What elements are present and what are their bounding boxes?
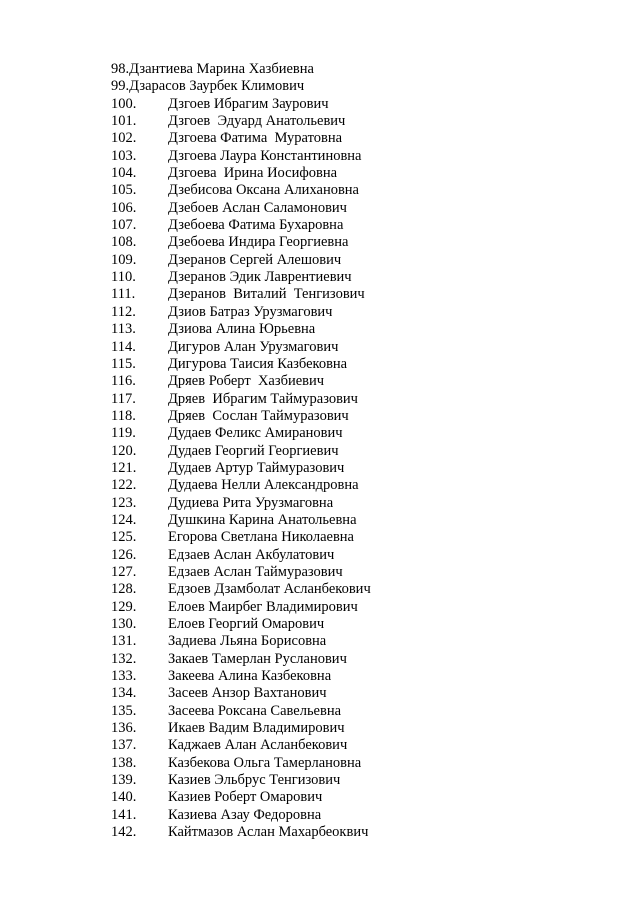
person-name: Дудаев Георгий Георгиевич <box>168 442 339 459</box>
person-name: Дудиева Рита Урузмаговна <box>168 494 334 511</box>
list-item <box>111 78 371 95</box>
item-number: 99. <box>111 78 130 95</box>
person-name: Казбекова Ольга Тамерлановна <box>168 754 362 771</box>
person-name: Дзебоев Аслан Саламонович <box>168 199 347 216</box>
person-name: Дигурова Таисия Казбековна <box>168 355 348 372</box>
person-name: Елоев Георгий Омарович <box>168 616 325 632</box>
person-name: Дзебисова Оксана Алихановна <box>168 182 359 199</box>
list-item <box>111 512 371 529</box>
list-item <box>111 148 371 165</box>
person-name: Дигуров Алан Урузмагович <box>168 338 339 355</box>
person-name: Дудаев Артур Таймуразович <box>168 459 345 476</box>
item-number: 125. <box>111 529 137 546</box>
list-item <box>111 703 371 720</box>
list-item <box>111 304 371 321</box>
item-number: 121. <box>111 459 137 476</box>
item-number: 128. <box>111 581 137 598</box>
person-name: Икаев Вадим Владимирович <box>168 720 345 737</box>
item-number: 104. <box>111 165 137 182</box>
person-name: Дзгоева Фатима Муратовна <box>168 130 343 147</box>
list-item <box>111 96 371 113</box>
person-name: Дзиов Батраз Урузмагович <box>168 303 333 320</box>
list-item <box>111 61 371 78</box>
person-name: Дзгоева Лаура Константиновна <box>168 147 362 164</box>
list-item <box>111 668 371 685</box>
item-number: 119. <box>111 425 136 442</box>
list-item <box>111 217 371 234</box>
person-name: Дзеранов Эдик Лаврентиевич <box>168 269 352 286</box>
person-name: Казиева Азау Федоровна <box>168 806 322 823</box>
item-number: 122. <box>111 477 137 494</box>
person-name: Каджаев Алан Асланбекович <box>168 737 348 754</box>
list-item <box>111 755 371 772</box>
list-item <box>111 564 371 581</box>
list-item <box>111 477 371 494</box>
item-number: 133. <box>111 668 137 685</box>
list-item <box>111 599 371 616</box>
item-number: 110. <box>111 269 136 286</box>
person-name: Задиева Льяна Борисовна <box>168 633 327 650</box>
list-item <box>111 234 371 251</box>
item-number: 101. <box>111 113 137 130</box>
item-number: 115. <box>111 355 136 372</box>
person-name: Едзаев Аслан Акбулатович <box>168 546 335 563</box>
list-item <box>111 130 371 147</box>
person-name: Дзгоева Ирина Иосифовна <box>168 165 338 182</box>
item-number: 113. <box>111 321 136 338</box>
person-name: Елоев Маирбег Владимирович <box>168 598 358 615</box>
person-name: Егорова Светлана Николаевна <box>168 529 354 546</box>
list-item <box>111 772 371 789</box>
item-number: 117. <box>111 390 136 407</box>
item-number: 123. <box>111 494 137 511</box>
item-number: 102. <box>111 130 137 147</box>
list-item <box>111 495 371 512</box>
list-item <box>111 373 371 390</box>
list-item <box>111 633 371 650</box>
person-name: Дзантиева Марина Хазбиевна <box>129 61 314 77</box>
list-item <box>111 252 371 269</box>
item-number: 136. <box>111 720 137 737</box>
item-number: 134. <box>111 685 137 702</box>
person-name: Душкина Карина Анатольевна <box>168 511 357 528</box>
list-item <box>111 113 371 130</box>
person-name: Дзгоев Ибрагим Заурович <box>168 95 329 112</box>
item-number: 126. <box>111 546 137 563</box>
person-name: Дзебоева Индира Георгиевна <box>168 234 349 251</box>
person-name: Дзебоева Фатима Бухаровна <box>168 217 344 234</box>
list-item <box>111 356 371 373</box>
item-number: 103. <box>111 147 137 164</box>
person-name: Дряев Ибрагим Таймуразович <box>168 390 358 407</box>
list-item <box>111 720 371 737</box>
list-item <box>111 737 371 754</box>
list-item <box>111 616 371 633</box>
person-name: Дряев Роберт Хазбиевич <box>168 373 325 390</box>
item-number: 116. <box>111 373 136 390</box>
item-number: 120. <box>111 442 137 459</box>
item-number: 114. <box>111 338 136 355</box>
list-item <box>111 807 371 824</box>
person-name: Дзарасов Заурбек Климович <box>129 78 305 95</box>
list-item <box>111 789 371 806</box>
item-number: 100. <box>111 95 137 112</box>
item-number: 131. <box>111 633 137 650</box>
list-item <box>111 685 371 702</box>
list-item <box>111 824 371 841</box>
list-item <box>111 529 371 546</box>
list-item <box>111 339 371 356</box>
item-number: 109. <box>111 251 137 268</box>
person-name: Дряев Сослан Таймуразович <box>168 407 349 424</box>
person-name: Едзаев Аслан Таймуразович <box>168 563 343 580</box>
item-number: 105. <box>111 182 137 199</box>
list-item <box>111 286 371 303</box>
list-item <box>111 581 371 598</box>
person-name: Казиев Эльбрус Тенгизович <box>168 772 341 789</box>
item-number: 112. <box>111 303 136 320</box>
item-number: 139. <box>111 772 137 789</box>
person-name: Засеев Анзор Вахтанович <box>168 685 327 702</box>
item-number: 140. <box>111 789 137 806</box>
item-number: 129. <box>111 598 137 615</box>
person-name: Дзеранов Сергей Алешович <box>168 251 342 268</box>
item-number: 141. <box>111 806 137 823</box>
list-item <box>111 651 371 668</box>
list-item <box>111 200 371 217</box>
list-item <box>111 182 371 199</box>
item-number: 118. <box>111 407 136 424</box>
list-item <box>111 165 371 182</box>
person-name: Дзеранов Виталий Тенгизович <box>168 286 365 303</box>
list-item <box>111 425 371 442</box>
list-item <box>111 321 371 338</box>
list-item <box>111 547 371 564</box>
list-item <box>111 269 371 286</box>
name-list <box>111 61 371 841</box>
person-name: Дудаев Феликс Амиранович <box>168 425 343 442</box>
person-name: Дзиова Алина Юрьевна <box>168 321 316 338</box>
person-name: Засеева Роксана Савельевна <box>168 702 342 719</box>
person-name: Закеева Алина Казбековна <box>168 668 332 685</box>
item-number: 98. <box>111 61 130 77</box>
item-number: 111. <box>111 286 136 303</box>
person-name: Едзоев Дзамболат Асланбекович <box>168 581 371 598</box>
item-number: 130. <box>111 616 137 632</box>
item-number: 142. <box>111 824 137 841</box>
person-name: Дудаева Нелли Александровна <box>168 477 359 494</box>
item-number: 108. <box>111 234 137 251</box>
list-item <box>111 460 371 477</box>
item-number: 127. <box>111 563 137 580</box>
person-name: Казиев Роберт Омарович <box>168 789 323 806</box>
item-number: 107. <box>111 217 137 234</box>
list-item <box>111 408 371 425</box>
item-number: 138. <box>111 754 137 771</box>
item-number: 124. <box>111 511 137 528</box>
item-number: 106. <box>111 199 137 216</box>
item-number: 132. <box>111 650 137 667</box>
person-name: Кайтмазов Аслан Махарбеоквич <box>168 824 369 841</box>
item-number: 135. <box>111 702 137 719</box>
list-item <box>111 391 371 408</box>
list-item <box>111 443 371 460</box>
item-number: 137. <box>111 737 137 754</box>
person-name: Закаев Тамерлан Русланович <box>168 650 347 667</box>
person-name: Дзгоев Эдуард Анатольевич <box>168 113 346 130</box>
